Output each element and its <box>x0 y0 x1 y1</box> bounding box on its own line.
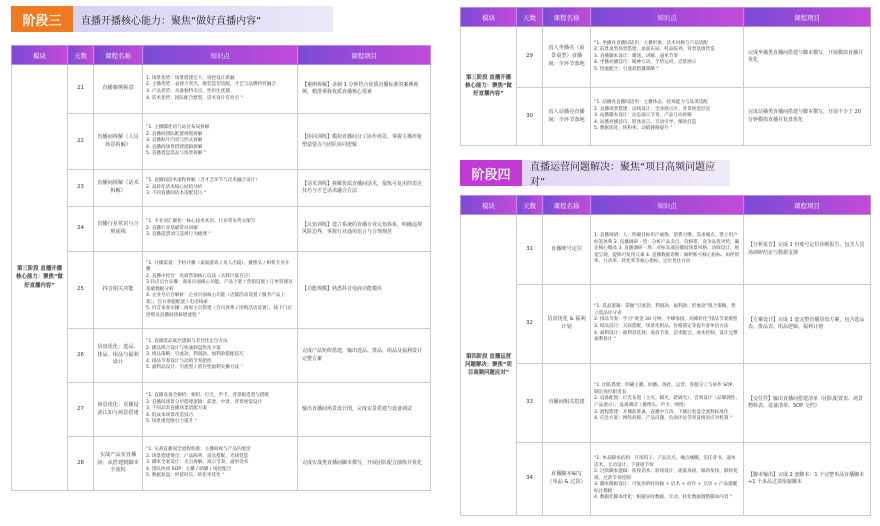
header-module: 模块 <box>12 46 68 65</box>
header-course-name: 课程名称 <box>543 8 591 27</box>
knowledge-cell: “1. 开播渠道：手机开播（桌面游戏 / 真人出镜）、摄像头 / 相机专业开播 2. 直播中控台：电商营销核心玩法（关联巨量百应） 3 抖店后台实操：商家页面核心功能、产品上架 / 营销设置 / 订单管理及基础数据分析 4. 企业号后台解析：企业页面核心功能（店铺活动设置 / 服务产品上架）、官方客服配置 / 电话线索 5. 抖音来客实操：商家主页搭建（会员体系 / 团购活动设置）、线下门店团购及直播间团核增流程 “ <box>143 252 298 329</box>
header-knowledge: 知识点 <box>143 46 298 65</box>
day-cell: 29 <box>517 27 543 88</box>
day-cell: 24 <box>68 207 94 252</box>
day-cell: 32 <box>517 285 543 364</box>
project-cell: 【分析报告】完成 1 份账号定位诊断报告，包含人货场调研结论与数据支撑 <box>744 215 871 285</box>
table-row <box>461 443 871 516</box>
day-cell: 26 <box>68 329 94 383</box>
table-row <box>461 215 871 285</box>
project-cell: 【功能规模】熟悉抖音电商功能模块 <box>298 252 431 329</box>
course-name-cell: 真人坐播亮（前景桌型）直播间：全环节落地 <box>543 27 591 88</box>
table-row <box>12 329 431 383</box>
course-name-cell: 场景优化：直播设备认知与场景搭建 <box>94 383 143 437</box>
knowledge-cell: “1. 单品脚本结构：开场钩子、产品卖点、痛点痛醒、信任背书、逼单话术、互动设计、下链接节奏 2. 过款脚本逻辑：衔接话术、转场设计、流量承接、爆款衔接、限时促销、过款节奏控制 3. 脚本模板设计：可复用的时间轴 + 话术 + 动作 + 互动 + 产品提醒标注模板 4. 数据化脚本优化：根据实时数据、互动、转化数据调整脚本内容 “ <box>591 443 744 516</box>
day-cell: 31 <box>517 215 543 285</box>
table-header-row <box>461 196 871 215</box>
project-cell: 【方案设计】完成 1 套完整直播货盘方案，包含选品表、排品表、组品逻辑、福利计划 <box>744 285 871 364</box>
stage4-header <box>460 160 730 186</box>
course-name-cell: 直播间相关搭建 <box>543 364 591 443</box>
course-name-cell: 直播案例拆意 <box>94 65 143 114</box>
header-project: 课程项目 <box>744 8 871 27</box>
course-name-cell: 直播脚本编写（单品 & 过款） <box>543 443 591 516</box>
day-cell: 22 <box>68 114 94 170</box>
stage3-badge: 阶段三 <box>11 6 73 32</box>
course-name-cell: 实战产品实直播间：从搭建到脚本全流程 <box>94 437 143 491</box>
table-row <box>461 88 871 146</box>
course-name-cell: 货盘优化 & 福利计划 <box>543 285 591 364</box>
day-cell: 27 <box>68 383 94 437</box>
header-module: 模块 <box>461 196 517 215</box>
knowledge-cell: “1. 站播亮直播间适用：主播体态、控场能力与品类适配 2. 直播场景搭建：动线设计、全身展示区、背景视觉层次 3. 站播脚本设计：动态演示节奏、产品互动讲解 4. 站播亮播技巧：肢体语言、互动引导、爆款打造 5. 数据优化：转粉率、动销链路提升 “ <box>591 88 744 146</box>
header-course-name: 课程名称 <box>94 46 143 65</box>
course-name-cell: 直播账号定位 <box>543 215 591 285</box>
project-cell: 【案例拆解】录制 1 分钟符合优质直播标准的案例视频，精准掌握优质直播核心要素 <box>298 65 431 114</box>
table-row <box>12 207 431 252</box>
table-row <box>461 364 871 443</box>
module-cell: 第三阶段 直播开播核心能力：聚焦“做好直播内容” <box>461 27 517 146</box>
knowledge-cell: “1. 直播设备全解析：相机、灯光、声卡、背景板选型与搭配 2. 直播间场景分层搭建逻辑：前景、中景、背景视觉设计 3. 不同品类直播场景适配方案 4. 低成本场景改造技巧 5. 场景视觉吸引力提升 “ <box>143 383 298 437</box>
day-cell: 21 <box>68 65 94 114</box>
table-row <box>12 170 431 207</box>
course-name-cell: 直播间拆解（话术拆解） <box>94 170 143 207</box>
day-cell: 28 <box>68 437 94 491</box>
day-cell: 33 <box>517 364 543 443</box>
day-cell: 34 <box>517 443 543 516</box>
day-cell: 23 <box>68 170 94 207</box>
knowledge-cell: “1. 坐播亮直播间适用：主播形象、话术风格与产品适配 2. 前景桌型场景搭建：桌面布局、样品陈列、背景氛围营造 3. 直播脚本设计：暖场、讲解、逼单节奏 4. 坐播亮播技巧：眼神互动、手势运用、近景展示 5. 投流配合：引流款搭播策略 “ <box>591 27 744 88</box>
course-name-cell: 直播间拆解（人员场景拆解） <box>94 114 143 170</box>
header-project: 课程项目 <box>744 196 871 215</box>
stage3-header <box>11 6 333 32</box>
project-cell: 【交付件】输出直播间搭建清单（团队配置表、场景物料表、设备清单、SOP 文档） <box>744 364 871 443</box>
project-cell: 【话术训练】拆解优质直播间话术，提炼可复用的表达技巧与才艺话术融合方法 <box>298 170 431 207</box>
project-cell: 输出直播间场景设计图，完成实景搭建与设备调试 <box>298 383 431 437</box>
knowledge-cell: “1. 直播选品底层逻辑与差异化定位方法 2. 播品组合设计与快速卸盘优化方案 3. 组品策略：引流款、利润款、福利款搭配技巧 4. 排品节奏设计与动销节奏把控 5. 福利品设计：引流型 / 留存型福利实操方法 “ <box>143 329 298 383</box>
course-name-cell: 货盘优化：选品、排品、组品与福利设计 <box>94 329 143 383</box>
table-row <box>12 383 431 437</box>
knowledge-cell: “1. 实战直播间全流程校准：主播间视与产品匹配度 2. 场景搭建要点：产品陈列、道具搭配、光线营造 3. 脚本全案设计：卖点拆解、演示节奏、逼单话术 4. 团队协同 SOP：主播 / 助播 / 场控配合 5. 数据复盘：停留时长、转化率优化 “ <box>143 437 298 491</box>
project-cell: 【协同训练】模拟直播间分工协作场景，掌握主播形象塑造要点与团队协同逻辑 <box>298 114 431 170</box>
knowledge-cell: “1. 专业词汇解析：核心技术术语、行业常见英文缩写 2. 直播行业基础常识讲解 3. 直播违禁词与违规行为梳理 “ <box>143 207 298 252</box>
stage4-course-table <box>460 195 871 516</box>
stage3-continued-table <box>460 7 871 146</box>
knowledge-cell: “1. 直播间话术流程拆解（含才艺环节与话术融合设计） 2. 高转化话术核心结构分析 3. 不同直播间话术适配技巧 “ <box>143 170 298 207</box>
knowledge-cell: “1. 团队搭建：明确主播、助播、场控、运营、客服分工与协作 SOP，制定岗位职责表 2. 设备配置：灯光布置（主光、辅光、轮廓光）、音效设计（品牌调性、产品展示）、设备调试（摄像头、声卡、网络） 3. 流程搭建：开播前准备、直播中互动、下播后复盘全流程标准化 4. 应急方案：网络故障、产品问题、负面评论等突发情况应对机制 “ <box>591 364 744 443</box>
header-knowledge: 知识点 <box>591 196 744 215</box>
stage3-title: 直播开播核心能力：聚焦“做好直播内容” <box>73 6 333 32</box>
table-header-row <box>461 8 871 27</box>
table-row <box>12 252 431 329</box>
module-cell: 第三阶段 直播开播核心能力：聚焦“做好直播内容” <box>12 65 68 491</box>
course-name-cell: 直播行业常识与合规底线 <box>94 207 143 252</box>
day-cell: 30 <box>517 88 543 146</box>
table-header-row <box>12 46 431 65</box>
table-row <box>12 114 431 170</box>
day-cell: 25 <box>68 252 94 329</box>
course-name-cell: 真人站播亮直播间：全环节落地 <box>543 88 591 146</box>
course-name-cell: 抖音相关功能 <box>94 252 143 329</box>
table-row <box>12 437 431 491</box>
project-cell: 【认知训练】建立系统的直播专业认知体系，明确违规风险边界，掌握行业通用语言与合规规范 <box>298 207 431 252</box>
header-knowledge: 知识点 <box>591 8 744 27</box>
stage3-course-table <box>11 45 431 491</box>
header-module: 模块 <box>461 8 517 27</box>
header-course-name: 课程名称 <box>543 196 591 215</box>
knowledge-cell: “1. 主播脚化语与站位布局拆解 2. 直播间团队配置规模拆解 3. 直播贴片内容与形式拆解 4. 直播间场景搭建逻辑拆解 5. 直播货盘选品与场景拆解 “ <box>143 114 298 170</box>
project-cell: 完成站播类直播间搭建与脚本撰写，开展不少于 20 分钟模拟直播并复盘优化 <box>744 88 871 146</box>
knowledge-cell: 1. 场景优势：场景搭建宏大，场控设计新颖 2. 主播优势：表现力突出，服装造型适配，才艺与品牌特性融合 3. 产品优势：具备独特卖点、性价比优越 4. 话术优势：团队配合默契，话术设计有亮点 “ <box>143 65 298 114</box>
knowledge-cell: 1. 直播调研：人：明确目标用户画像、消费习惯、需求痛点，建立用户标签体系 2. 直播调研 - 货：分析产品卖点、价格带、竞争品优劣势，确定核心爆品 3. 直播调研 - 场：对标头部直播间场景风格、动线设计、视觉呈现，提炼可复用元素 4. 直播数据诊断：解析账号核心指标，如停留率、互动率、转化率等核心指标，定位优化方向 <box>591 215 744 285</box>
project-cell: 完成实战类直播间脚本撰写，开展团队配合演练并优化 <box>298 437 431 491</box>
header-project: 课程项目 <box>298 46 431 65</box>
table-row <box>12 65 431 114</box>
knowledge-cell: “1. 选品逻辑：掌握“引流款、利润款、福利款、形象款”组合策略，建立选品评分表 2. 排品节奏：学习“黄金 30 分钟、平峰承接、高峰转化”排品节奏模型 3. 组品技巧：关联搭配、场景化组品、价格锚定等提升客单价方法 4. 福利设计：福利款选择、发放节奏、话术配合、成本控制，设计完整福利拆计 “ <box>591 285 744 364</box>
project-cell: 【脚本输出】完成 2 套脚本：1 个完整单品直播脚本 +1 个多品过款衔接脚本 <box>744 443 871 516</box>
project-cell: 完成产品矩阵搭建，输出选品、排品、组品及福利设计完整方案 <box>298 329 431 383</box>
table-row <box>461 27 871 88</box>
header-days: 天数 <box>517 196 543 215</box>
header-days: 天数 <box>517 8 543 27</box>
stage4-title: 直播运营问题解决：聚焦“项目高频问题应对” <box>522 160 730 186</box>
table-row <box>461 285 871 364</box>
project-cell: 完成坐播类直播间搭建与脚本撰写，开展模拟直播并优化 <box>744 27 871 88</box>
header-days: 天数 <box>68 46 94 65</box>
stage4-badge: 阶段四 <box>460 160 522 186</box>
module-cell: 第四阶段 直播运营问题解决：聚焦“项目高频问题应对” <box>461 215 517 516</box>
